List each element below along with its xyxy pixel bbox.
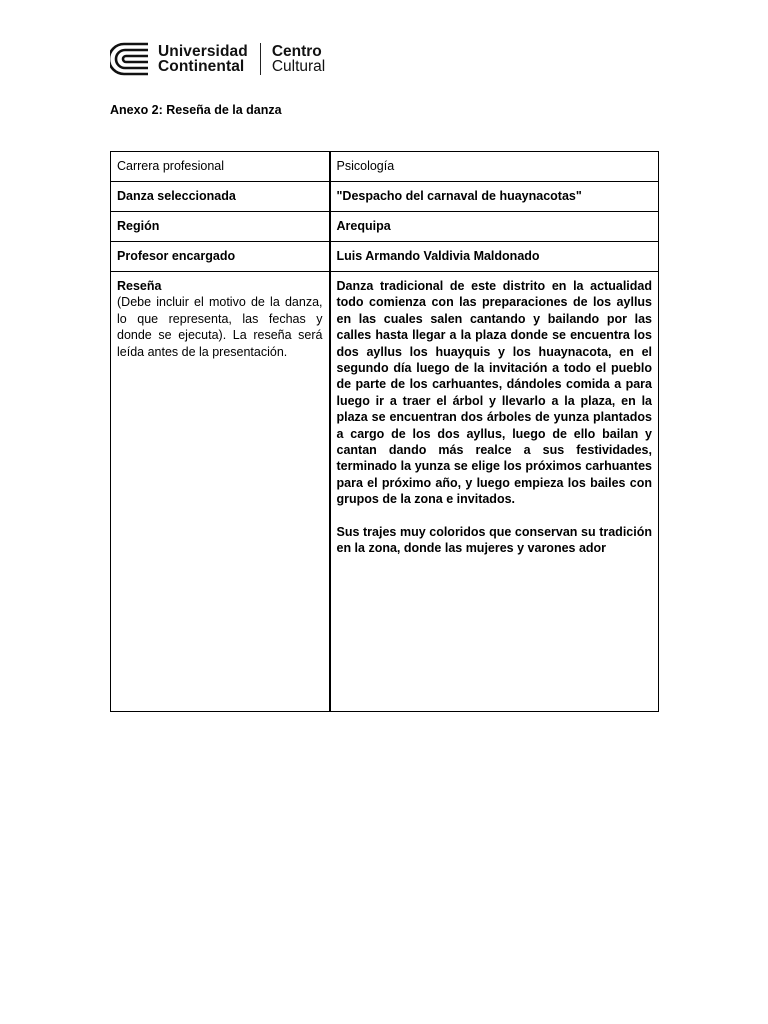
logo-line1: Universidad [158,43,248,60]
row-value: Psicología [330,152,659,182]
logo-unit [272,44,325,74]
review-paragraph-1: Danza tradicional de este distrito en la actualidad todo comienza con las preparaciones de los ayllus en las cuales salen cantando y bailando por las calles hasta llegar a la plaza donde se encuentra los dos ayllus los huayquis y los huaynacota, en el segundo día luego de la invitación a todo el pueblo de parte de los carhuantes, dándoles comida a para luego ir a traer el árbol y llevarlo a la plaza, en la plaza se encuentran dos árboles de yunza plantados a cargo de los dos ayllus, luego de ello bailan y cantan dando más realce a sus festividades, terminado la yunza se elige los próximos carhuantes para el próximo año, y luego empieza los bailes con grupos de la zona e invitados. [336,279,652,507]
continental-logo-icon [110,42,150,76]
logo-line2: Continental [158,58,245,75]
logo-right2: Cultural [271,58,326,75]
review-hint: (Debe incluir el motivo de la danza, lo que representa, las fechas y donde se ejecuta). La reseña será leída antes de la presentación. [117,295,323,359]
row-value: "Despacho del carnaval de huaynacotas" [330,182,659,212]
row-label: Región [111,212,330,242]
university-logo [110,42,325,76]
logo-divider [260,43,261,75]
review-label-cell [111,272,330,712]
row-label: Carrera profesional [111,152,330,182]
dance-form-table [110,151,659,712]
review-paragraph-2: Sus trajes muy coloridos que conservan su tradición en la zona, donde las mujeres y varones ador [336,524,652,556]
annex-title: Anexo 2: Reseña de la danza [110,103,282,117]
row-value: Luis Armando Valdivia Maldonado [330,242,659,272]
row-label: Danza seleccionada [111,182,330,212]
table-row [111,242,659,272]
review-label: Reseña [117,279,162,293]
row-value: Arequipa [330,212,659,242]
row-label: Profesor encargado [111,242,330,272]
table-row [111,212,659,242]
table-row [111,182,659,212]
review-text-cell [330,272,659,712]
logo-wordmark [158,44,248,74]
table-row-review [111,272,659,712]
logo-right1: Centro [271,43,322,60]
table-row [111,152,659,182]
